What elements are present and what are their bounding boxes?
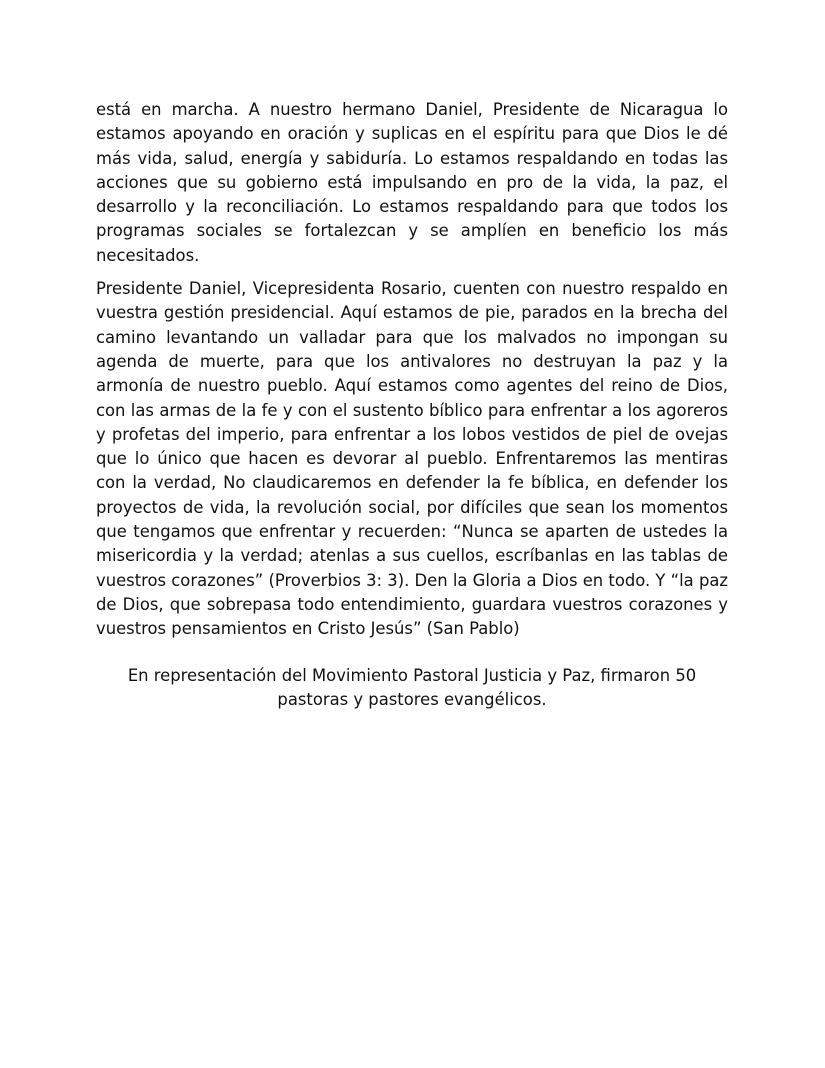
signature-line-2: pastoras y pastores evangélicos. [277,690,547,710]
signature-block [96,664,728,713]
body-paragraph-2: Presidente Daniel, Vicepresidenta Rosario, cuenten con nuestro respaldo en vuestra gestión presidencial. Aquí estamos de pie, parados en la brecha del camino levantando un valladar para que los malvados no impongan su agenda de muerte, para que los antivalores no destruyan la paz y la armonía de nuestro pueblo. Aquí estamos como agentes del reino de Dios, con las armas de la fe y con el sustento bíblico para enfrentar a los agoreros y profetas del imperio, para enfrentar a los lobos vestidos de piel de ovejas que lo único que hacen es devorar al pueblo. Enfrentaremos las mentiras con la verdad, No claudicaremos en defender la fe bíblica, en defender los proyectos de vida, la revolución social, por difíciles que sean los momentos que tengamos que enfrentar y recuerden: “Nunca se aparten de ustedes la misericordia y la verdad; atenlas a sus cuellos, escríbanlas en las tablas de vuestros corazones” (Proverbios 3: 3). Den la Gloria a Dios en todo. Y “la paz de Dios, que sobrepasa todo entendimiento, guardara vuestros corazones y vuestros pensamientos en Cristo Jesús” (San Pablo) [96,279,728,639]
body-paragraph-1: está en marcha. A nuestro hermano Daniel, Presidente de Nicaragua lo estamos apoyando en oración y suplicas en el espíritu para que Dios le dé más vida, salud, energía y sabiduría. Lo estamos respaldando en todas las acciones que su gobierno está impulsando en pro de la vida, la paz, el desarrollo y la reconciliación. Lo estamos respaldando para que todos los programas sociales se fortalezcan y se amplíen en beneficio los más necesitados. [96,100,728,265]
signature-line-1: En representación del Movimiento Pastoral Justicia y Paz, firmaron 50 [127,666,697,685]
document-body [96,98,728,642]
